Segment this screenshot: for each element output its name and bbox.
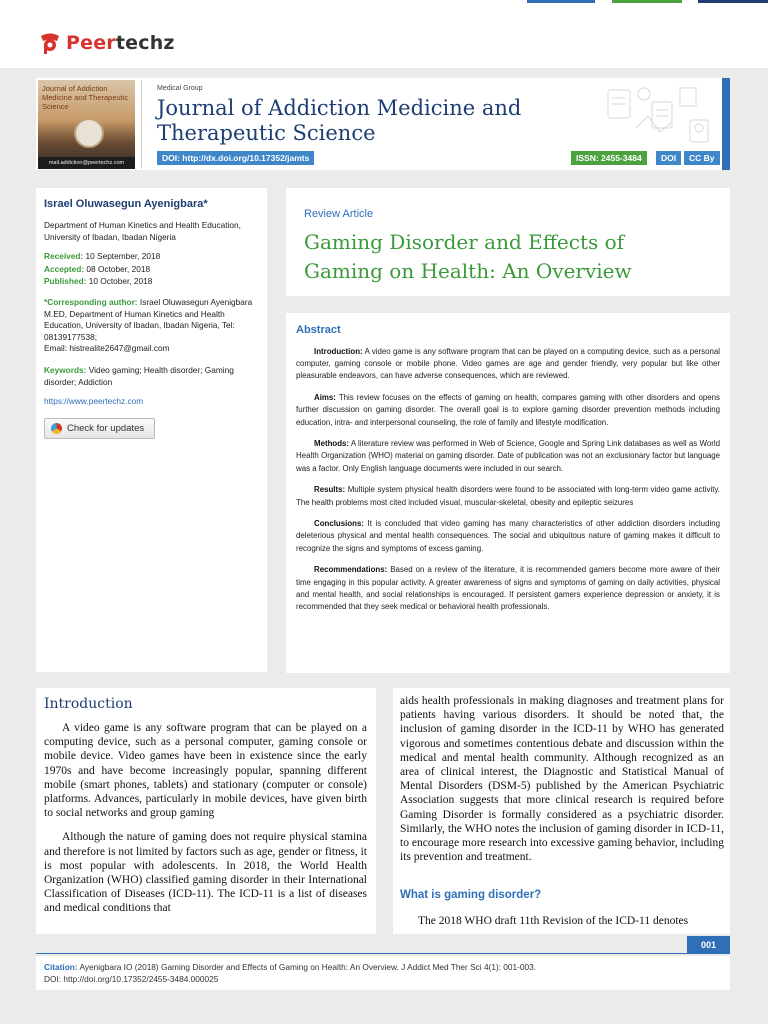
abstract-conclusions: Conclusions: It is concluded that video gaming has many characteristics of other addiction disorders including deleterious physical and mental health consequences. The social and ubiquitous nature of gaming makes it difficult to recognize the signs and symptoms of excess gaming. bbox=[296, 519, 720, 553]
publisher-name: Peertechz bbox=[66, 32, 175, 54]
corresponding-author: *Corresponding author: Israel Oluwasegun Ayenigbara M.ED, Department of Human Kinetics and Health Education, University of Ibadan, Ibadan Nigeria, Tel: 08139177538; Email: histrealite2647@gmail.com bbox=[44, 297, 253, 353]
page-number: 001 bbox=[687, 936, 730, 954]
abstract-body bbox=[296, 346, 720, 623]
author-affiliation: Department of Human Kinetics and Health Education, University of Ibadan, Ibadan Nigeria bbox=[44, 220, 241, 242]
article-dates: Received: 10 September, 2018 Accepted: 08 October, 2018 Published: 10 October, 2018 bbox=[44, 251, 161, 286]
body-paragraph-4: The 2018 WHO draft 11th Revision of the ICD-11 denotes bbox=[418, 915, 689, 927]
top-stripe-green bbox=[612, 0, 682, 3]
cover-disc-icon bbox=[74, 118, 104, 148]
footer-divider bbox=[36, 953, 730, 954]
author-name: Israel Oluwasegun Ayenigbara* bbox=[44, 198, 208, 210]
journal-title: Journal of Addiction Medicine and Therapeutic Science bbox=[157, 96, 522, 145]
journal-cover-image: Journal of Addiction Medicine and Therapeutic Science mail.addiction@peertechz.com bbox=[38, 80, 135, 169]
abstract-results: Results: Multiple system physical health disorders were found to be associated with long-term video game activity. The health problems most cited included visual, muscular-skeletal, obesity and epileptic seizures bbox=[296, 485, 720, 507]
abstract-recommendations: Recommendations: Based on a review of the literature, it is recommended gamers become more aware of their time engaging in this popular activity. A greater awareness of signs and symptoms of gaming on daily activities, physical and mental health, and social relationships is encouraged. If persistent gamers experience depression or anxiety, it is recommended that they seek medical or behavioral health professionals. bbox=[296, 565, 720, 611]
journal-doi-badge[interactable]: DOI: http://dx.doi.org/10.17352/jamts bbox=[157, 151, 314, 165]
article-doi[interactable]: DOI: http://doi.org/10.17352/2455-3484.000025 bbox=[44, 973, 219, 984]
body-text-right bbox=[400, 694, 724, 864]
publisher-logo[interactable] bbox=[38, 32, 175, 54]
header-accent-bar bbox=[722, 78, 730, 170]
abstract-aims: Aims: This review focuses on the effects of gaming on health, compares gaming with other disorders and opens further discussion on gaming disorder. The overall goal is to explore gaming disorder prevention methods including education, intra- and interpersonal counseling, the role of family and lifestyle modification. bbox=[296, 393, 720, 427]
header-divider bbox=[141, 80, 142, 169]
body-paragraph-2: Although the nature of gaming does not require physical stamina and therefore is not limited by factors such as age, gender or fitness, it is most popular with adolescents. In 2018, the World Health Organization (WHO) classified gaming disorder in their International Classification of Diseases (ICD-11). The ICD-11 is a list of diseases and medical conditions that bbox=[44, 831, 367, 915]
medical-group-label: Medical Group bbox=[157, 85, 203, 92]
abstract-methods: Methods: A literature review was performed in Web of Science, Google and Spring Link databases as well as World Health Organization (WHO) material on gaming disorder. Date of publication was not an exclusionary factor but language was a factor. Only English language documents were included in our search. bbox=[296, 439, 720, 473]
abstract-heading: Abstract bbox=[296, 324, 341, 336]
body-paragraph-1: A video game is any software program that can be played on a computing device, such as a personal computer, gaming console or mobile device. Video games have been in existence since the early 1970s and have become increasingly popular, spanning different mobile (smart phones, tablets) and stationary (computer or console) platforms. Advances, particularly in mobile devices, have given birth to social networks and group gaming bbox=[44, 722, 367, 820]
peertechz-logo-icon bbox=[38, 32, 62, 54]
license-badge[interactable]: CC By bbox=[684, 151, 720, 165]
author-email[interactable]: Email: histrealite2647@gmail.com bbox=[44, 343, 170, 353]
doi-badge[interactable]: DOI bbox=[656, 151, 681, 165]
abstract-introduction: Introduction: A video game is any software program that can be played on a computing device, such as a personal computer, gaming console or mobile phone. Video games are age and gender friendly, very popular but like other pleasurable endeavors, can have adverse consequences, which are reviewed. bbox=[296, 347, 720, 381]
check-for-updates-button[interactable]: Check for updates bbox=[44, 418, 155, 439]
keywords: Keywords: Video gaming; Health disorder; Gaming disorder; Addiction bbox=[44, 365, 234, 387]
article-type: Review Article bbox=[304, 208, 374, 220]
header-illustration-icon bbox=[600, 80, 718, 146]
top-stripe-blue bbox=[527, 0, 595, 3]
issn-badge: ISSN: 2455-3484 bbox=[571, 151, 647, 165]
top-stripe-navy bbox=[698, 0, 768, 3]
publisher-website-link[interactable]: https://www.peertechz.com bbox=[44, 396, 144, 406]
introduction-heading: Introduction bbox=[44, 696, 133, 712]
article-title: Gaming Disorder and Effects of Gaming on Health: An Overview bbox=[304, 230, 632, 283]
body-paragraph-3: aids health professionals in making diagnoses and treatment plans for patients having various disorders. It should be noted that, the inclusion of gaming disorder in the ICD-11 by WHO has generated vigorous and sometimes contentious debate and discussion within the medical and mental health community. Although recognized as an area of clinical interest, the Diagnostic and Statistical Manual of Mental Disorders (DSM-5) published by the American Psychiatric Association suggests that more clinical research is required before Gaming Disorder is formally considered as a psychiatric disorder. Similarly, the WHO notes the inclusion of gaming disorder in ICD-11, to encourage more research into excessive gaming behavior, including its prevention and treatment. bbox=[400, 695, 724, 864]
gaming-disorder-heading: What is gaming disorder? bbox=[400, 889, 542, 901]
crossmark-icon bbox=[51, 423, 62, 434]
introduction-text bbox=[44, 721, 367, 926]
citation: Citation: Ayenigbara IO (2018) Gaming Disorder and Effects of Gaming on Health: An Overview. J Addict Med Ther Sci 4(1): 001-003. DOI: http://doi.org/10.17352/2455-3484.000025 bbox=[44, 962, 537, 984]
